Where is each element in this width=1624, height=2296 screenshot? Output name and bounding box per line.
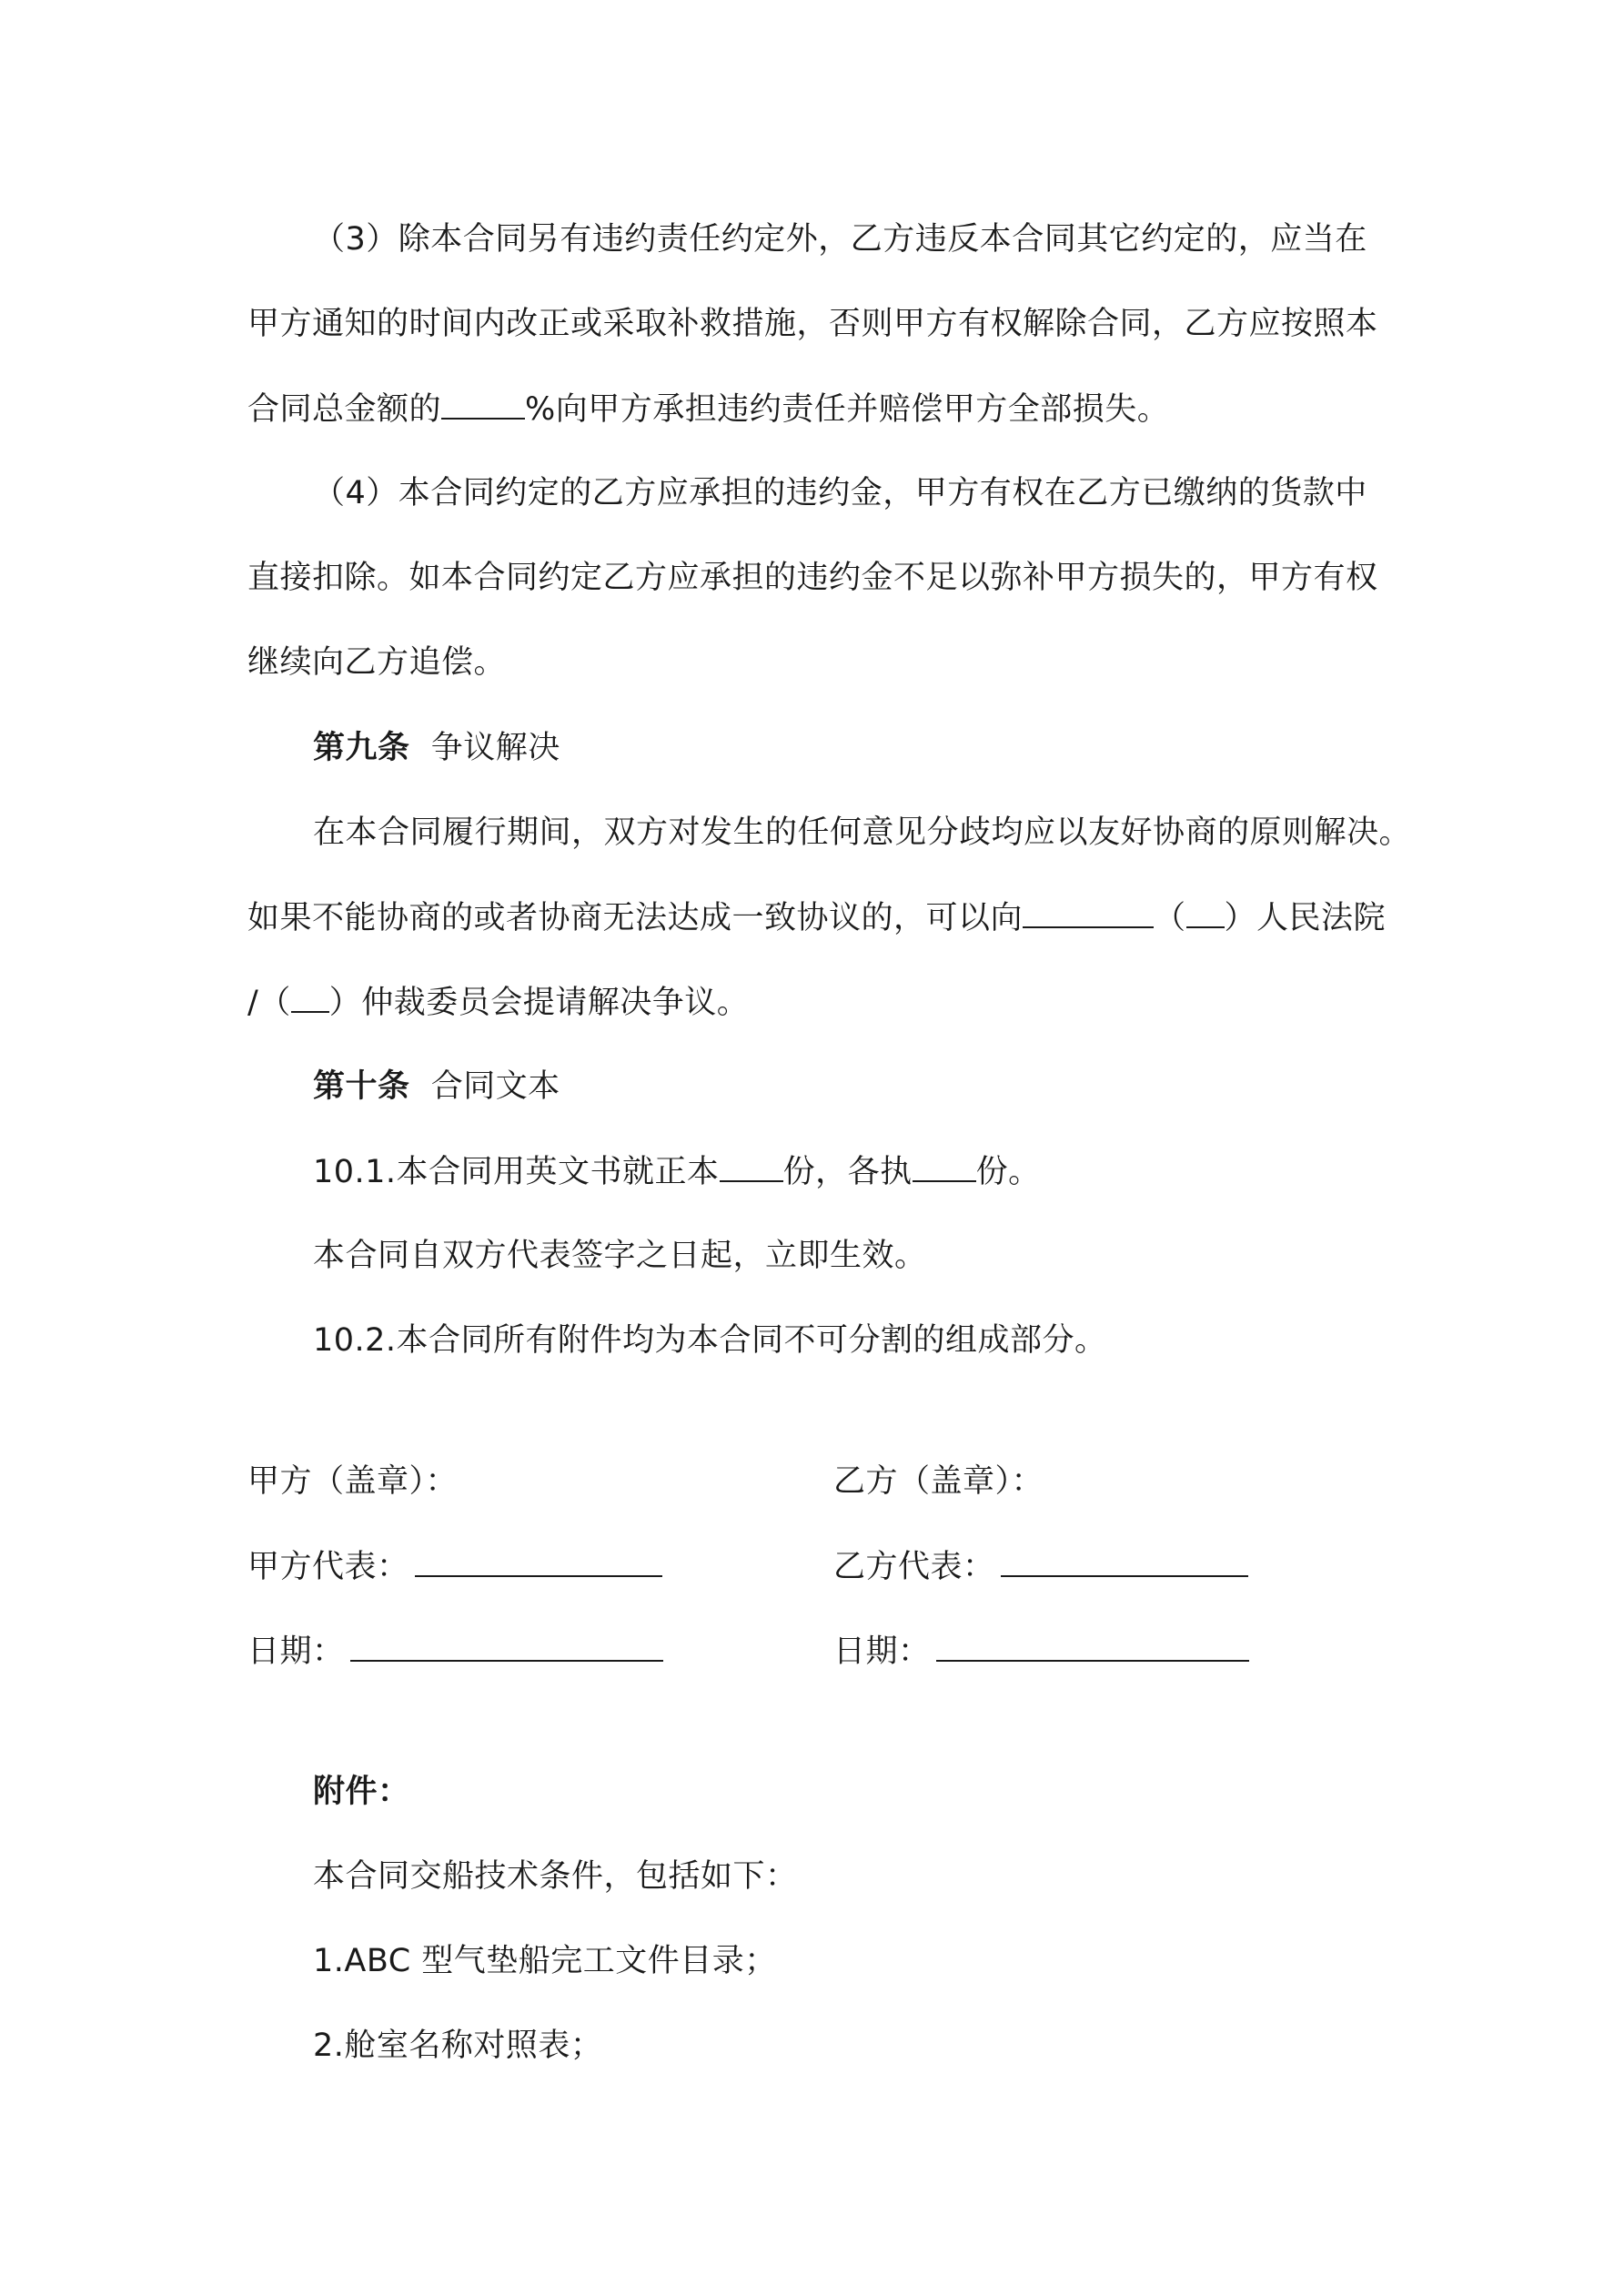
- original-copies-blank: [720, 1153, 783, 1182]
- court-checkbox-blank: [1186, 899, 1225, 928]
- clause8-item4-line1: （4）本合同约定的乙方应承担的违约金，甲方有权在乙方已缴纳的货款中: [313, 475, 1367, 511]
- clause9-line3-text-b: ）仲裁委员会提请解决争议。: [328, 985, 750, 1021]
- clause10-heading-title: 合同文本: [430, 1068, 560, 1105]
- date-b-row: [833, 1633, 1249, 1670]
- clause8-item4-line2: 直接扣除。如本合同约定乙方应承担的违约金不足以弥补甲方损失的，甲方有权: [247, 560, 1378, 596]
- party-a-seal-label: 甲方（盖章）：: [247, 1463, 459, 1500]
- clause10-item1-text-a: 10.1.本合同用英文书就正本: [313, 1154, 720, 1190]
- clause10-effective: 本合同自双方代表签字之日起，立即生效。: [313, 1238, 927, 1274]
- clause10-item1-text-b: 份，各执: [782, 1154, 913, 1190]
- clause10-item1-text-c: 份。: [975, 1154, 1041, 1190]
- clause10-item2: 10.2.本合同所有附件均为本合同不可分割的组成部分。: [313, 1322, 1107, 1359]
- clause8-item3-line2: 甲方通知的时间内改正或采取补救措施，否则甲方有权解除合同，乙方应按照本: [247, 306, 1378, 342]
- clause9-line2-text-a: 如果不能协商的或者协商无法达成一致协议的，可以向: [247, 900, 1024, 936]
- date-b-label: 日期：: [833, 1633, 931, 1670]
- clause9-line3: [247, 984, 749, 1021]
- clause9-line3-text-a: /（: [247, 985, 291, 1021]
- clause9-line1: 在本合同履行期间，双方对发生的任何意见分歧均应以友好协商的原则解决。: [313, 814, 1412, 851]
- clause9-line2: [247, 899, 1386, 936]
- attachment-item: 2.舱室名称对照表；: [313, 2028, 603, 2064]
- party-b-rep-label: 乙方代表：: [833, 1549, 995, 1585]
- date-a-line: [350, 1633, 663, 1662]
- court-location-blank: [1023, 899, 1154, 928]
- clause9-heading: [313, 730, 560, 766]
- clause8-item3-line3: [247, 390, 1169, 428]
- party-b-seal-label: 乙方（盖章）：: [833, 1463, 1044, 1500]
- party-a-rep-row: [247, 1548, 662, 1585]
- penalty-percent-blank: [441, 390, 525, 420]
- attachments-intro: 本合同交船技术条件，包括如下：: [313, 1858, 798, 1895]
- party-b-rep-row: [833, 1548, 1248, 1585]
- arbitration-checkbox-blank: [291, 984, 329, 1013]
- clause9-heading-number: 第九条: [313, 730, 410, 766]
- date-a-label: 日期：: [247, 1633, 345, 1670]
- party-a-rep-signature-line: [415, 1548, 662, 1577]
- clause9-heading-title: 争议解决: [430, 730, 560, 766]
- attachments-heading: 附件：: [313, 1774, 410, 1810]
- clause8-item4-line3: 继续向乙方追偿。: [247, 644, 507, 681]
- clause9-line2-text-c: ）人民法院: [1224, 900, 1387, 936]
- each-copies-blank: [913, 1153, 976, 1182]
- clause9-line2-text-b: （: [1154, 900, 1186, 936]
- party-a-rep-label: 甲方代表：: [247, 1549, 409, 1585]
- date-b-line: [936, 1633, 1249, 1662]
- clause8-item3-line1: （3）除本合同另有违约责任约定外，乙方违反本合同其它约定的，应当在: [313, 221, 1367, 258]
- clause10-heading: [313, 1068, 560, 1105]
- party-b-rep-signature-line: [1001, 1548, 1248, 1577]
- date-a-row: [247, 1633, 663, 1670]
- clause8-item3-line3-text-b: %向甲方承担违约责任并赔偿甲方全部损失。: [525, 391, 1170, 428]
- clause10-item1: [313, 1153, 1041, 1190]
- attachment-item: 1.ABC 型气垫船完工文件目录；: [313, 1943, 777, 1979]
- clause8-item3-line3-text-a: 合同总金额的: [247, 391, 442, 428]
- clause10-heading-number: 第十条: [313, 1068, 410, 1105]
